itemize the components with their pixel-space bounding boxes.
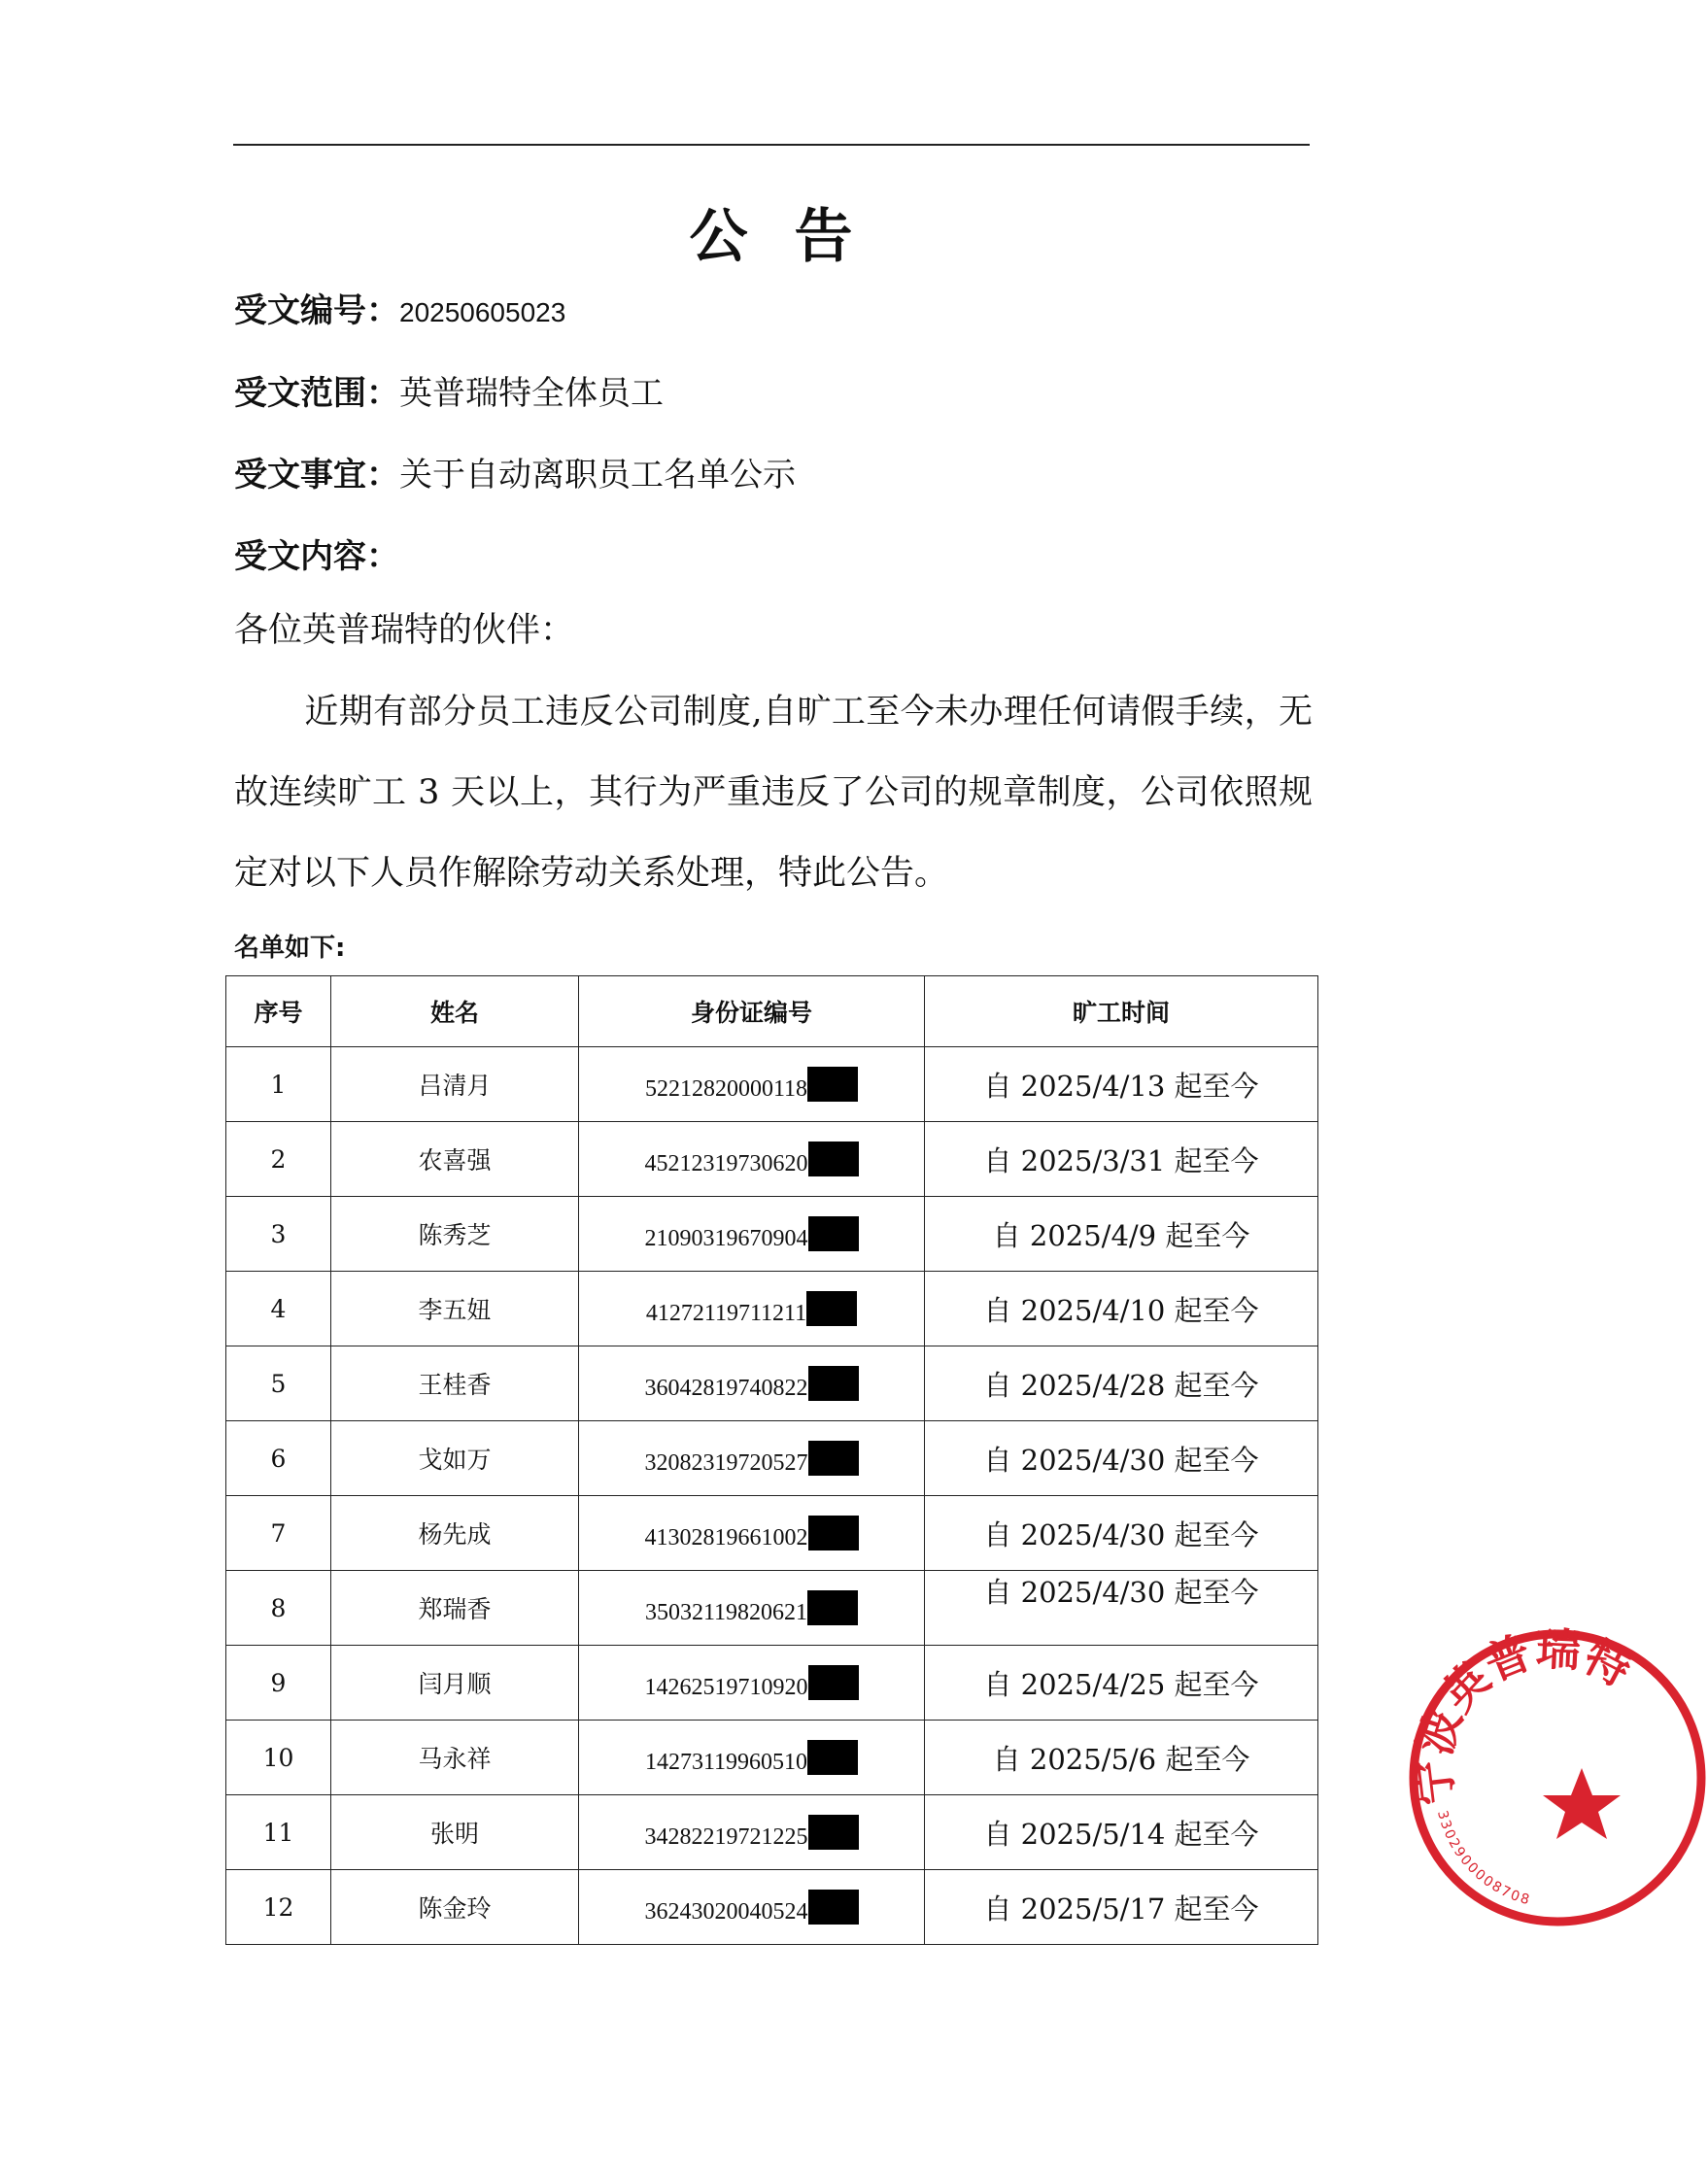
redaction-block — [808, 1516, 859, 1551]
cell-id — [579, 1346, 925, 1421]
redaction-block — [807, 1067, 858, 1102]
company-seal — [1387, 1618, 1708, 1938]
cell-name: 陈金玲 — [331, 1870, 579, 1945]
redaction-block — [808, 1815, 859, 1850]
redaction-block — [808, 1142, 859, 1176]
cell-id — [579, 1272, 925, 1346]
cell-id — [579, 1795, 925, 1870]
table-row — [226, 1272, 1318, 1346]
field-label: 受文编号： — [234, 291, 399, 330]
cell-name: 陈秀芝 — [331, 1197, 579, 1272]
cell-name: 王桂香 — [331, 1346, 579, 1421]
cell-time: 自 2025/4/30 起至今 — [925, 1421, 1318, 1496]
id-digits: 36243020040524 — [644, 1898, 808, 1925]
redaction-block — [808, 1216, 859, 1251]
table-row — [226, 1646, 1318, 1721]
cell-time: 自 2025/4/30 起至今 — [925, 1571, 1318, 1646]
body-paragraph — [234, 672, 1313, 914]
id-digits: 32082319720527 — [644, 1449, 808, 1476]
field-scope — [234, 366, 664, 414]
cell-time: 自 2025/4/30 起至今 — [925, 1496, 1318, 1571]
cell-seq: 2 — [226, 1122, 331, 1197]
redaction-block — [808, 1441, 859, 1476]
table-row — [226, 1795, 1318, 1870]
redaction-block — [806, 1291, 857, 1326]
table-row — [226, 1496, 1318, 1571]
cell-id — [579, 1496, 925, 1571]
cell-seq: 8 — [226, 1571, 331, 1646]
cell-seq: 10 — [226, 1721, 331, 1795]
id-digits: 36042819740822 — [644, 1375, 808, 1401]
field-label: 受文范围： — [234, 374, 399, 413]
cell-time: 自 2025/4/13 起至今 — [925, 1047, 1318, 1122]
body-text: 近期有部分员工违反公司制度,自旷工至今未办理任何请假手续，无故连续旷工 3 天以上，其行为严重违反了公司的规章制度，公司依照规定对以下人员作解除劳动关系处理，特此公告。 — [234, 693, 1313, 893]
cell-name: 闫月顺 — [331, 1646, 579, 1721]
table-row — [226, 1047, 1318, 1122]
cell-id — [579, 1197, 925, 1272]
field-label: 受文事宜： — [234, 456, 399, 494]
id-digits: 41302819661002 — [644, 1524, 808, 1551]
cell-id — [579, 1870, 925, 1945]
cell-seq: 1 — [226, 1047, 331, 1122]
cell-time: 自 2025/4/28 起至今 — [925, 1346, 1318, 1421]
cell-name: 李五妞 — [331, 1272, 579, 1346]
id-digits: 14273119960510 — [644, 1749, 808, 1775]
cell-seq: 9 — [226, 1646, 331, 1721]
field-value: 英普瑞特全体员工 — [399, 374, 664, 413]
greeting: 各位英普瑞特的伙伴： — [234, 611, 575, 650]
cell-id — [579, 1047, 925, 1122]
cell-seq: 5 — [226, 1346, 331, 1421]
id-digits: 35032119820621 — [644, 1599, 808, 1625]
cell-name: 张明 — [331, 1795, 579, 1870]
cell-time: 自 2025/3/31 起至今 — [925, 1122, 1318, 1197]
cell-time: 自 2025/5/14 起至今 — [925, 1795, 1318, 1870]
table-row — [226, 1122, 1318, 1197]
field-content — [234, 529, 399, 577]
id-digits: 14262519710920 — [644, 1674, 808, 1700]
header-rule — [233, 144, 1310, 146]
cell-seq: 3 — [226, 1197, 331, 1272]
redaction-block — [807, 1740, 858, 1775]
cell-seq: 11 — [226, 1795, 331, 1870]
cell-time: 自 2025/4/10 起至今 — [925, 1272, 1318, 1346]
cell-name: 马永祥 — [331, 1721, 579, 1795]
id-digits: 41272119711211 — [645, 1300, 807, 1326]
header-name: 姓名 — [331, 976, 579, 1047]
cell-time: 自 2025/4/9 起至今 — [925, 1197, 1318, 1272]
cell-name: 戈如万 — [331, 1421, 579, 1496]
header-time: 旷工时间 — [925, 976, 1318, 1047]
cell-id — [579, 1122, 925, 1197]
table-row — [226, 1197, 1318, 1272]
header-seq: 序号 — [226, 976, 331, 1047]
id-digits: 52212820000118 — [644, 1075, 808, 1102]
seal-number-text: 3302900008708 — [1433, 1808, 1533, 1909]
cell-time: 自 2025/4/25 起至今 — [925, 1646, 1318, 1721]
redaction-block — [808, 1366, 859, 1401]
cell-id — [579, 1571, 925, 1646]
cell-seq: 12 — [226, 1870, 331, 1945]
table-row — [226, 1870, 1318, 1945]
id-digits: 34282219721225 — [644, 1823, 808, 1850]
table-row — [226, 1421, 1318, 1496]
field-value: 20250605023 — [399, 297, 566, 327]
cell-time: 自 2025/5/6 起至今 — [925, 1721, 1318, 1795]
seal-company-text: 宁波英普瑞特 — [1406, 1622, 1640, 1808]
cell-name: 郑瑞香 — [331, 1571, 579, 1646]
cell-seq: 4 — [226, 1272, 331, 1346]
cell-name: 杨先成 — [331, 1496, 579, 1571]
redaction-block — [808, 1665, 859, 1700]
field-subject — [234, 448, 796, 495]
field-value: 关于自动离职员工名单公示 — [399, 456, 796, 494]
page-title: 公告 — [689, 203, 900, 271]
dismissal-table — [225, 975, 1318, 1945]
field-doc-number — [234, 284, 565, 331]
cell-name: 农喜强 — [331, 1122, 579, 1197]
table-row — [226, 1346, 1318, 1421]
id-digits: 45212319730620 — [644, 1150, 808, 1176]
cell-id — [579, 1721, 925, 1795]
list-label: 名单如下: — [234, 934, 346, 963]
id-digits: 21090319670904 — [644, 1225, 808, 1251]
cell-time: 自 2025/5/17 起至今 — [925, 1870, 1318, 1945]
cell-seq: 6 — [226, 1421, 331, 1496]
table-header-row — [226, 976, 1318, 1047]
table-row — [226, 1571, 1318, 1646]
cell-name: 吕清月 — [331, 1047, 579, 1122]
cell-id — [579, 1421, 925, 1496]
table-row — [226, 1721, 1318, 1795]
cell-seq: 7 — [226, 1496, 331, 1571]
redaction-block — [808, 1890, 859, 1925]
header-id: 身份证编号 — [579, 976, 925, 1047]
cell-id — [579, 1646, 925, 1721]
field-label: 受文内容： — [234, 537, 399, 576]
redaction-block — [807, 1590, 858, 1625]
seal-star-icon — [1543, 1768, 1621, 1839]
